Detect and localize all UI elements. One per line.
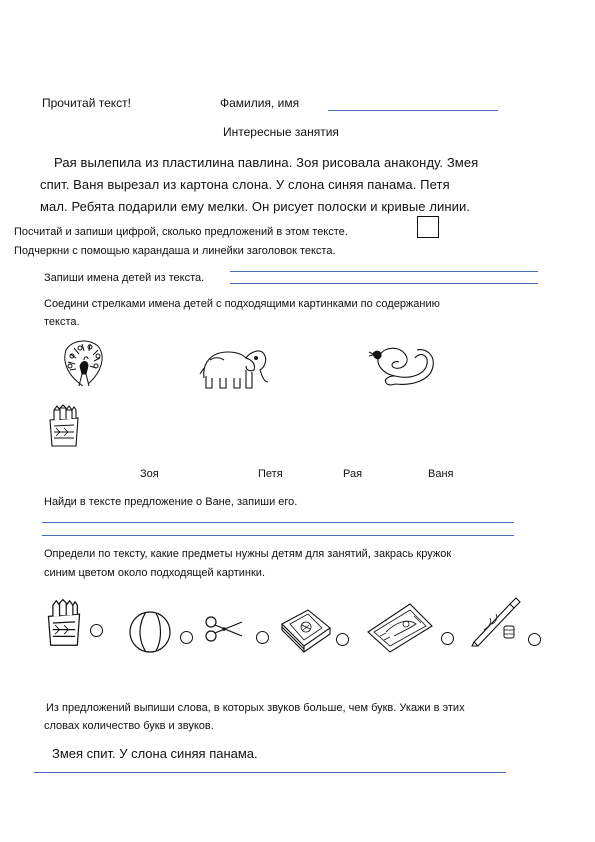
snake-icon [365,340,437,388]
item-cardboard-circle[interactable] [441,632,454,645]
pencil-icon [470,596,522,648]
story-text [40,152,560,218]
read-instruction: Прочитай текст! [42,96,131,110]
story-line-1: Рая вылепила из пластилина павлина. Зоя рисовала анаконду. Змея [54,155,479,170]
scissors-icon [204,614,244,644]
write-names-task: Запиши имена детей из текста. [44,272,205,284]
underline-title-task: Подчеркни с помощью карандаша и линейки заголовок текста. [14,245,336,257]
elephant-icon [198,338,270,390]
page-title: Интересные занятия [223,125,339,139]
item-crayons-icon [44,598,84,648]
name-field[interactable] [328,110,498,111]
sounds-answer-line[interactable] [34,772,506,773]
items-task-line-1: Определи по тексту, какие предметы нужны детям для занятий, закрась кружок [44,548,452,560]
sounds-task-line-1: Из предложений выпиши слова, в которых звуков больше, чем букв. Укажи в этих [46,702,465,714]
names-answer-line-1[interactable] [230,271,538,272]
story-line-2: спит. Ваня вырезал из картона слона. У слона синяя панама. Петя [40,177,450,192]
name-petya: Петя [258,468,283,480]
answer-box[interactable] [417,216,439,238]
names-answer-line-2[interactable] [230,283,538,284]
peacock-icon [58,336,108,391]
sentence-answer-line-2[interactable] [42,535,514,536]
cardboard-icon [366,602,434,654]
count-sentences-task: Посчитай и запиши цифрой, сколько предложений в этом тексте. [14,226,348,238]
name-label: Фамилия, имя [220,96,300,110]
sentence-answer-line-1[interactable] [42,522,514,523]
name-zoya: Зоя [140,468,159,480]
name-raya: Рая [343,468,363,480]
match-task-line-1: Соедини стрелками имена детей с подходящими картинками по содержанию [44,298,440,310]
items-task-line-2: синим цветом около подходящей картинки. [44,567,265,579]
item-ball-circle[interactable] [180,631,193,644]
item-book-circle[interactable] [336,633,349,646]
crayons-icon [46,404,82,448]
match-task-line-2: текста. [44,316,80,328]
name-vanya: Ваня [428,468,454,480]
book-icon [278,606,334,654]
item-crayons-circle[interactable] [90,624,103,637]
sounds-task-line-2: словах количество букв и звуков. [44,720,214,732]
example-sentences: Змея спит. У слона синяя панама. [52,746,258,761]
ball-icon [128,610,172,654]
item-scissors-circle[interactable] [256,631,269,644]
item-pencil-circle[interactable] [528,633,541,646]
find-sentence-task: Найди в тексте предложение о Ване, запиши его. [44,496,298,508]
story-line-3: мал. Ребята подарили ему мелки. Он рисует полоски и кривые линии. [40,199,471,214]
